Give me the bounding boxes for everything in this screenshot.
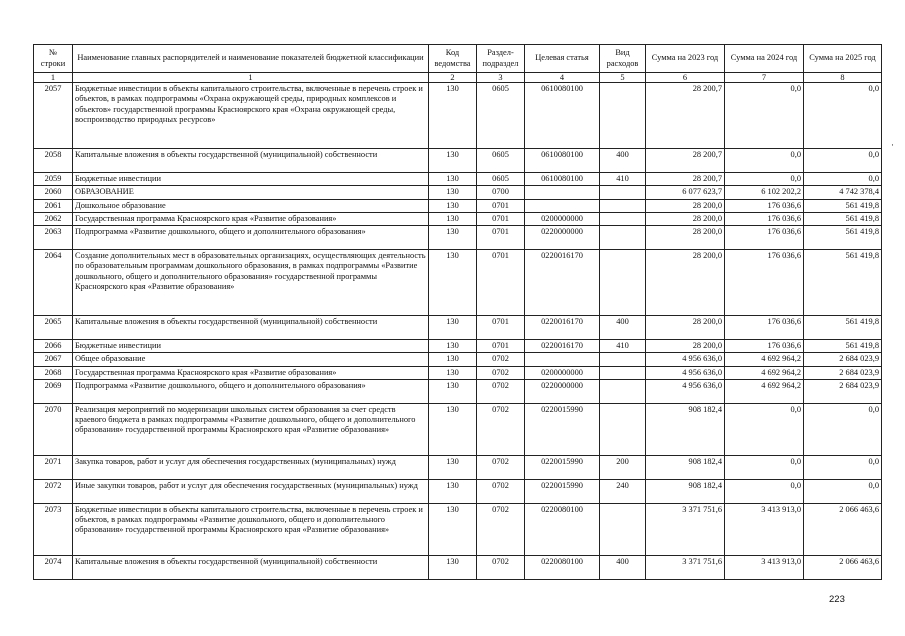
- row-sum-2024: 0,0: [725, 149, 804, 173]
- row-section: 0701: [477, 199, 525, 212]
- row-exp-type: [600, 379, 646, 403]
- column-index-row: [34, 73, 882, 83]
- row-dept-code: 130: [429, 455, 477, 479]
- row-sum-2023: 6 077 623,7: [646, 186, 725, 199]
- row-name: Бюджетные инвестиции в объекты капитального строительства, включенные в перечень строек и объектов, в рамках подпрограммы «Развитие дошкольного, общего и дополнительного образования» государственной программы Красноярского края «Развитие образования»: [73, 503, 429, 555]
- row-number: 2064: [34, 250, 73, 316]
- row-sum-2025: 0,0: [804, 403, 882, 455]
- row-sum-2025: 561 419,8: [804, 316, 882, 340]
- row-number: 2073: [34, 503, 73, 555]
- row-name: Создание дополнительных мест в образовательных организациях, осуществляющих деятельность по образовательным программам дошкольного образования, в рамках подпрограммы «Развитие дошкольного, общего и дополнительного образования» государственной программы Красноярского края «Развитие образования»: [73, 250, 429, 316]
- row-target: [525, 353, 600, 366]
- row-target: 0610080100: [525, 149, 600, 173]
- row-exp-type: [600, 503, 646, 555]
- row-name: Закупка товаров, работ и услуг для обеспечения государственных (муниципальных) нужд: [73, 455, 429, 479]
- row-sum-2023: 28 200,0: [646, 340, 725, 353]
- table-body: [34, 83, 882, 580]
- row-target: 0610080100: [525, 173, 600, 186]
- row-name: Государственная программа Красноярского края «Развитие образования»: [73, 366, 429, 379]
- table-row: [34, 353, 882, 366]
- row-sum-2025: 0,0: [804, 455, 882, 479]
- row-target: 0220080100: [525, 503, 600, 555]
- table-row: [34, 479, 882, 503]
- header-name: Наименование главных распорядителей и наименование показателей бюджетной классификации: [73, 45, 429, 73]
- row-section: 0702: [477, 353, 525, 366]
- row-name: Дошкольное образование: [73, 199, 429, 212]
- row-target: [525, 199, 600, 212]
- table-row: [34, 83, 882, 149]
- row-sum-2023: 28 200,0: [646, 199, 725, 212]
- header-sum-2024: Сумма на 2024 год: [725, 45, 804, 73]
- row-number: 2074: [34, 555, 73, 579]
- table-header: [34, 45, 882, 83]
- row-target: 0200000000: [525, 366, 600, 379]
- row-target: 0220080100: [525, 555, 600, 579]
- col-index: 3: [477, 73, 525, 83]
- row-name: Иные закупки товаров, работ и услуг для обеспечения государственных (муниципальных) нужд: [73, 479, 429, 503]
- row-sum-2025: 561 419,8: [804, 226, 882, 250]
- table-row: [34, 250, 882, 316]
- col-index: 1: [73, 73, 429, 83]
- row-exp-type: [600, 83, 646, 149]
- col-index: 8: [804, 73, 882, 83]
- row-number: 2058: [34, 149, 73, 173]
- row-name: Бюджетные инвестиции: [73, 173, 429, 186]
- row-section: 0702: [477, 503, 525, 555]
- row-sum-2023: 908 182,4: [646, 479, 725, 503]
- col-index: 5: [600, 73, 646, 83]
- row-dept-code: 130: [429, 353, 477, 366]
- margin-mark: ·: [891, 140, 894, 150]
- row-section: 0702: [477, 479, 525, 503]
- table-row: [34, 555, 882, 579]
- row-section: 0701: [477, 226, 525, 250]
- col-index: 6: [646, 73, 725, 83]
- page-number: 223: [829, 594, 845, 605]
- row-sum-2023: 908 182,4: [646, 403, 725, 455]
- row-sum-2025: 561 419,8: [804, 212, 882, 225]
- row-number: 2062: [34, 212, 73, 225]
- row-target: 0610080100: [525, 83, 600, 149]
- row-sum-2024: 176 036,6: [725, 212, 804, 225]
- row-dept-code: 130: [429, 173, 477, 186]
- row-dept-code: 130: [429, 250, 477, 316]
- row-section: 0702: [477, 403, 525, 455]
- budget-table: [33, 44, 882, 580]
- row-sum-2024: 176 036,6: [725, 250, 804, 316]
- row-sum-2023: 28 200,0: [646, 226, 725, 250]
- row-section: 0701: [477, 316, 525, 340]
- row-sum-2024: 3 413 913,0: [725, 555, 804, 579]
- row-number: 2070: [34, 403, 73, 455]
- row-sum-2024: 4 692 964,2: [725, 353, 804, 366]
- table-row: [34, 212, 882, 225]
- row-dept-code: 130: [429, 379, 477, 403]
- table-row: [34, 379, 882, 403]
- row-sum-2023: 28 200,7: [646, 83, 725, 149]
- row-sum-2023: 28 200,7: [646, 149, 725, 173]
- row-name: ОБРАЗОВАНИЕ: [73, 186, 429, 199]
- row-name: Реализация мероприятий по модернизации школьных систем образования за счет средств краевого бюджета в рамках подпрограммы «Развитие дошкольного, общего и дополнительного образования» государственной программы Красноярского края «Развитие образования»: [73, 403, 429, 455]
- row-number: 2061: [34, 199, 73, 212]
- row-exp-type: [600, 366, 646, 379]
- row-dept-code: 130: [429, 366, 477, 379]
- row-sum-2025: 4 742 378,4: [804, 186, 882, 199]
- row-exp-type: 410: [600, 173, 646, 186]
- col-index: 7: [725, 73, 804, 83]
- row-sum-2024: 176 036,6: [725, 340, 804, 353]
- row-sum-2024: 176 036,6: [725, 316, 804, 340]
- table-row: [34, 316, 882, 340]
- row-sum-2025: 2 066 463,6: [804, 555, 882, 579]
- row-sum-2024: 4 692 964,2: [725, 379, 804, 403]
- row-section: 0701: [477, 250, 525, 316]
- row-exp-type: 240: [600, 479, 646, 503]
- row-sum-2023: 4 956 636,0: [646, 366, 725, 379]
- table-row: [34, 173, 882, 186]
- header-row-no: № строки: [34, 45, 73, 73]
- row-dept-code: 130: [429, 340, 477, 353]
- row-dept-code: 130: [429, 503, 477, 555]
- row-exp-type: [600, 186, 646, 199]
- row-exp-type: [600, 199, 646, 212]
- row-section: 0700: [477, 186, 525, 199]
- row-sum-2024: 0,0: [725, 479, 804, 503]
- row-section: 0701: [477, 212, 525, 225]
- row-sum-2023: 4 956 636,0: [646, 353, 725, 366]
- row-section: 0605: [477, 173, 525, 186]
- table-row: [34, 503, 882, 555]
- row-sum-2023: 908 182,4: [646, 455, 725, 479]
- row-dept-code: 130: [429, 199, 477, 212]
- row-dept-code: 130: [429, 83, 477, 149]
- row-exp-type: [600, 353, 646, 366]
- row-name: Общее образование: [73, 353, 429, 366]
- row-number: 2060: [34, 186, 73, 199]
- row-sum-2025: 561 419,8: [804, 340, 882, 353]
- row-dept-code: 130: [429, 186, 477, 199]
- row-section: 0702: [477, 555, 525, 579]
- row-dept-code: 130: [429, 149, 477, 173]
- table-row: [34, 366, 882, 379]
- row-dept-code: 130: [429, 212, 477, 225]
- header-exp-type: Вид расходов: [600, 45, 646, 73]
- row-sum-2024: 0,0: [725, 173, 804, 186]
- row-sum-2024: 4 692 964,2: [725, 366, 804, 379]
- budget-sheet: [33, 44, 881, 580]
- row-number: 2072: [34, 479, 73, 503]
- row-number: 2069: [34, 379, 73, 403]
- row-name: Капитальные вложения в объекты государственной (муниципальной) собственности: [73, 149, 429, 173]
- row-number: 2065: [34, 316, 73, 340]
- row-sum-2023: 28 200,7: [646, 173, 725, 186]
- table-row: [34, 340, 882, 353]
- table-row: [34, 403, 882, 455]
- col-index: 4: [525, 73, 600, 83]
- row-number: 2066: [34, 340, 73, 353]
- row-sum-2025: 0,0: [804, 173, 882, 186]
- row-sum-2023: 3 371 751,6: [646, 555, 725, 579]
- row-exp-type: [600, 226, 646, 250]
- row-sum-2025: 0,0: [804, 83, 882, 149]
- header-section: Раздел-подраздел: [477, 45, 525, 73]
- row-section: 0702: [477, 455, 525, 479]
- row-target: [525, 186, 600, 199]
- row-sum-2024: 3 413 913,0: [725, 503, 804, 555]
- row-sum-2023: 3 371 751,6: [646, 503, 725, 555]
- col-index: 2: [429, 73, 477, 83]
- row-target: 0220015990: [525, 403, 600, 455]
- row-number: 2071: [34, 455, 73, 479]
- row-exp-type: [600, 403, 646, 455]
- row-name: Капитальные вложения в объекты государственной (муниципальной) собственности: [73, 316, 429, 340]
- row-section: 0605: [477, 83, 525, 149]
- table-row: [34, 149, 882, 173]
- row-sum-2025: 2 066 463,6: [804, 503, 882, 555]
- row-sum-2025: 0,0: [804, 479, 882, 503]
- row-exp-type: 400: [600, 316, 646, 340]
- row-sum-2025: 2 684 023,9: [804, 379, 882, 403]
- header-sum-2025: Сумма на 2025 год: [804, 45, 882, 73]
- row-number: 2059: [34, 173, 73, 186]
- row-sum-2025: 561 419,8: [804, 250, 882, 316]
- header-sum-2023: Сумма на 2023 год: [646, 45, 725, 73]
- row-dept-code: 130: [429, 479, 477, 503]
- row-number: 2057: [34, 83, 73, 149]
- row-dept-code: 130: [429, 403, 477, 455]
- row-target: 0220016170: [525, 316, 600, 340]
- row-sum-2023: 28 200,0: [646, 212, 725, 225]
- row-target: 0220000000: [525, 379, 600, 403]
- row-sum-2025: 0,0: [804, 149, 882, 173]
- row-target: 0220015990: [525, 455, 600, 479]
- row-sum-2023: 28 200,0: [646, 316, 725, 340]
- row-exp-type: 400: [600, 149, 646, 173]
- row-sum-2024: 0,0: [725, 403, 804, 455]
- row-target: 0200000000: [525, 212, 600, 225]
- table-row: [34, 226, 882, 250]
- row-sum-2025: 2 684 023,9: [804, 353, 882, 366]
- row-target: 0220000000: [525, 226, 600, 250]
- row-name: Капитальные вложения в объекты государственной (муниципальной) собственности: [73, 555, 429, 579]
- row-target: 0220016170: [525, 250, 600, 316]
- row-exp-type: 410: [600, 340, 646, 353]
- row-section: 0605: [477, 149, 525, 173]
- header-target: Целевая статья: [525, 45, 600, 73]
- table-row: [34, 455, 882, 479]
- row-number: 2068: [34, 366, 73, 379]
- row-exp-type: 400: [600, 555, 646, 579]
- row-sum-2024: 6 102 202,2: [725, 186, 804, 199]
- row-sum-2024: 0,0: [725, 455, 804, 479]
- row-number: 2063: [34, 226, 73, 250]
- row-sum-2023: 28 200,0: [646, 250, 725, 316]
- row-section: 0702: [477, 366, 525, 379]
- row-name: Подпрограмма «Развитие дошкольного, общего и дополнительного образования»: [73, 226, 429, 250]
- row-name: Бюджетные инвестиции в объекты капитального строительства, включенные в перечень строек и объектов, в рамках подпрограммы «Охрана окружающей среды, природных комплексов и объектов» государственной программы Красноярского края «Охрана окружающей среды, воспроизводство природных ресурсов»: [73, 83, 429, 149]
- row-exp-type: [600, 250, 646, 316]
- row-sum-2023: 4 956 636,0: [646, 379, 725, 403]
- row-sum-2024: 176 036,6: [725, 199, 804, 212]
- row-section: 0702: [477, 379, 525, 403]
- row-target: 0220015990: [525, 479, 600, 503]
- row-sum-2025: 2 684 023,9: [804, 366, 882, 379]
- row-sum-2024: 0,0: [725, 83, 804, 149]
- row-dept-code: 130: [429, 316, 477, 340]
- row-name: Подпрограмма «Развитие дошкольного, общего и дополнительного образования»: [73, 379, 429, 403]
- row-section: 0701: [477, 340, 525, 353]
- row-target: 0220016170: [525, 340, 600, 353]
- row-exp-type: [600, 212, 646, 225]
- row-sum-2025: 561 419,8: [804, 199, 882, 212]
- row-dept-code: 130: [429, 226, 477, 250]
- row-sum-2024: 176 036,6: [725, 226, 804, 250]
- table-row: [34, 186, 882, 199]
- row-number: 2067: [34, 353, 73, 366]
- col-index: 1: [34, 73, 73, 83]
- row-name: Бюджетные инвестиции: [73, 340, 429, 353]
- row-exp-type: 200: [600, 455, 646, 479]
- table-row: [34, 199, 882, 212]
- header-dept-code: Код ведомства: [429, 45, 477, 73]
- row-dept-code: 130: [429, 555, 477, 579]
- row-name: Государственная программа Красноярского края «Развитие образования»: [73, 212, 429, 225]
